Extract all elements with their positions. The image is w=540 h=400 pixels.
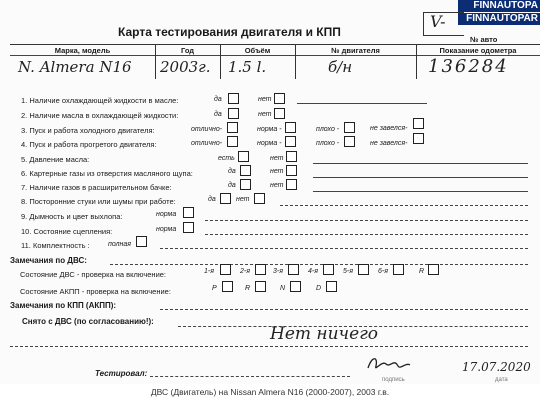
q4-normal-checkbox[interactable] <box>285 136 296 147</box>
akpp-check-label: Состояние АКПП - проверка на включение: <box>20 287 171 296</box>
q4-option-normal: норма - <box>257 140 282 147</box>
value-volume: 1.5 l. <box>228 58 267 76</box>
gear-3-checkbox[interactable] <box>288 264 299 275</box>
q8-no-checkbox[interactable] <box>254 193 265 204</box>
corner-handwriting: V- <box>430 12 446 31</box>
q5-yes-checkbox[interactable] <box>238 151 249 162</box>
q7-option-no: нет <box>270 182 284 189</box>
q2-no-checkbox[interactable] <box>274 108 285 119</box>
gear-1-label: 1-я <box>204 268 214 275</box>
question-3: 3. Пуск и работа холодного двигателя: <box>21 126 155 135</box>
q1-yes-checkbox[interactable] <box>228 93 239 104</box>
q8-option-yes: да <box>208 196 216 203</box>
q2-option-yes: да <box>214 111 222 118</box>
q5-option-no: нет <box>270 155 284 162</box>
gear-4-checkbox[interactable] <box>323 264 334 275</box>
question-7: 7. Наличие газов в расширительном бачке: <box>21 183 172 192</box>
akpp-r-label: R <box>245 285 251 292</box>
question-6: 6. Картерные газы из отверстия масляного щупа: <box>21 169 193 178</box>
akpp-p-checkbox[interactable] <box>222 281 233 292</box>
question-5: 5. Давление масла: <box>21 155 90 164</box>
akpp-d-checkbox[interactable] <box>326 281 337 292</box>
question-9: 9. Дымность и цвет выхлопа: <box>21 212 123 221</box>
kpp-remarks-label: Замечания по КПП (АКПП): <box>10 301 117 310</box>
gear-2-checkbox[interactable] <box>255 264 266 275</box>
q3-excellent-checkbox[interactable] <box>227 122 238 133</box>
value-model: N. Almera N16 <box>18 58 132 76</box>
q3-not-started-checkbox[interactable] <box>413 118 424 129</box>
q3-option-not-started: не завелся- <box>370 125 408 132</box>
removed-from-dvs-value: Нет ничего <box>270 324 379 344</box>
q6-option-no: нет <box>270 168 284 175</box>
q3-normal-checkbox[interactable] <box>285 122 296 133</box>
gear-6-checkbox[interactable] <box>393 264 404 275</box>
header-col-engine-no: № двигателя <box>331 46 380 55</box>
q2-option-no: нет <box>258 111 272 118</box>
question-8: 8. Посторонние стуки или шумы при работе: <box>21 197 176 206</box>
q8-yes-checkbox[interactable] <box>220 193 231 204</box>
signature-scribble <box>364 354 414 376</box>
q6-no-checkbox[interactable] <box>286 165 297 176</box>
q2-yes-checkbox[interactable] <box>228 108 239 119</box>
q10-option-normal: норма <box>156 226 177 233</box>
image-caption: ДВС (Двигатель) на Nissan Almera N16 (2000-2007), 2003 г.в. <box>0 384 540 400</box>
question-4: 4. Пуск и работа прогретого двигателя: <box>21 140 157 149</box>
test-date-value: 17.07.2020 <box>462 360 531 374</box>
header-col-volume: Объём <box>244 46 271 55</box>
question-11: 11. Комплектность : <box>21 241 90 250</box>
gear-1-checkbox[interactable] <box>220 264 231 275</box>
dvs-gear-check-label: Состояние ДВС - проверка на включение: <box>20 270 167 279</box>
q7-yes-checkbox[interactable] <box>240 179 251 190</box>
question-10: 10. Состояние сцепления: <box>21 227 113 236</box>
gear-5-checkbox[interactable] <box>358 264 369 275</box>
q1-option-yes: да <box>214 96 222 103</box>
q7-option-yes: да <box>228 182 236 189</box>
q4-excellent-checkbox[interactable] <box>227 136 238 147</box>
gear-6-label: 6-я <box>378 268 388 275</box>
q10-normal-checkbox[interactable] <box>183 222 194 233</box>
header-col-year: Год <box>180 46 195 55</box>
q4-option-not-started: не завелся- <box>370 140 408 147</box>
header-col-model: Марка, модель <box>54 46 111 55</box>
q4-option-excellent: отлично- <box>191 140 223 147</box>
q1-option-no: нет <box>258 96 272 103</box>
signature-label: подпись <box>382 377 405 383</box>
dvs-remarks-label: Замечания по ДВС: <box>10 256 87 265</box>
gear-4-label: 4-я <box>308 268 318 275</box>
question-2: 2. Наличие масла в охлаждающей жидкости: <box>21 111 179 120</box>
q5-no-checkbox[interactable] <box>286 151 297 162</box>
header-col-odometer: Показание одометра <box>439 46 517 55</box>
value-odometer: 136284 <box>428 56 509 77</box>
q6-option-yes: да <box>228 168 236 175</box>
q3-option-bad: плохо - <box>316 126 340 133</box>
q3-option-normal: норма - <box>257 126 282 133</box>
q4-bad-checkbox[interactable] <box>344 136 355 147</box>
q7-no-checkbox[interactable] <box>286 179 297 190</box>
akpp-d-label: D <box>316 285 322 292</box>
document-title: Карта тестирования двигателя и КПП <box>118 25 341 39</box>
akpp-p-label: P <box>212 285 217 292</box>
q3-option-excellent: отлично- <box>191 126 223 133</box>
q11-option-full: полная <box>108 241 132 248</box>
akpp-n-label: N <box>280 285 286 292</box>
q9-normal-checkbox[interactable] <box>183 207 194 218</box>
watermark-logo-bottom: FINNAUTOPAR <box>458 13 540 25</box>
tested-by-label: Тестировал: <box>95 369 148 378</box>
q9-option-normal: норма <box>156 211 177 218</box>
q8-option-no: нет <box>236 196 250 203</box>
q1-no-checkbox[interactable] <box>274 93 285 104</box>
auto-no-label: № авто <box>470 35 498 44</box>
removed-from-dvs-label: Снято с ДВС (по согласованию!): <box>22 317 154 326</box>
gear-5-label: 5-я <box>343 268 353 275</box>
gear-r-checkbox[interactable] <box>428 264 439 275</box>
gear-r-label: R <box>419 268 425 275</box>
q4-option-bad: плохо - <box>316 140 340 147</box>
akpp-r-checkbox[interactable] <box>255 281 266 292</box>
q4-not-started-checkbox[interactable] <box>413 133 424 144</box>
date-label: дата <box>495 377 508 383</box>
q6-yes-checkbox[interactable] <box>240 165 251 176</box>
q3-bad-checkbox[interactable] <box>344 122 355 133</box>
value-year: 2003г. <box>160 58 211 76</box>
q11-full-checkbox[interactable] <box>136 236 147 247</box>
akpp-n-checkbox[interactable] <box>290 281 301 292</box>
question-1: 1. Наличие охлаждающей жидкости в масле: <box>21 96 179 105</box>
gear-3-label: 3-я <box>273 268 283 275</box>
value-engine-no: б/н <box>328 58 353 76</box>
gear-2-label: 2-я <box>240 268 250 275</box>
watermark-logo-top: FINNAUTOPA <box>458 0 540 12</box>
q5-option-yes: есть <box>218 155 235 162</box>
